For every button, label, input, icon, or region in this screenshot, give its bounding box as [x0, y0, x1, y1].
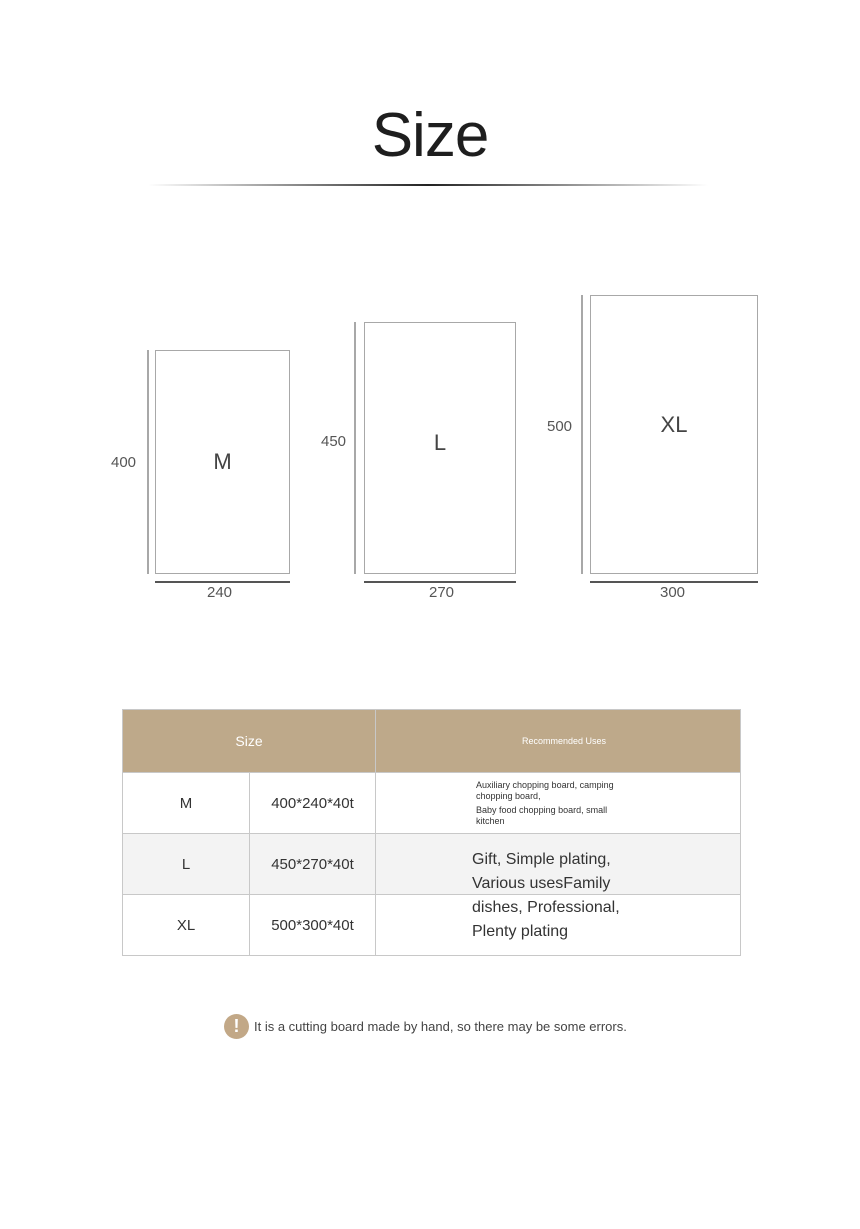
height-line-m [147, 350, 149, 574]
note-text: It is a cutting board made by hand, so there may be some errors. [254, 1018, 627, 1034]
cell-size: L [123, 834, 250, 895]
board-m [155, 350, 290, 574]
size-table [122, 709, 741, 956]
cell-dims: 400*240*40t [250, 773, 376, 834]
board-size-letter: XL [660, 412, 688, 437]
board-size-letter: M [213, 449, 232, 474]
header-size: Size [123, 710, 376, 773]
exclamation-icon: ! [224, 1014, 249, 1039]
header-uses: Recommended Uses [376, 710, 741, 773]
board-l [364, 322, 516, 574]
title-divider [148, 184, 708, 186]
cell-uses [376, 773, 741, 834]
height-line-xl [581, 295, 583, 574]
width-line-l [364, 581, 516, 583]
board-size-letter: L [433, 430, 447, 455]
uses-line: Baby food chopping board, small kitchen [476, 804, 608, 826]
height-line-l [354, 322, 356, 574]
table-row [123, 834, 741, 895]
table-row [123, 895, 741, 956]
height-label-l: 450 [321, 433, 347, 450]
width-line-m [155, 581, 290, 583]
height-label-xl: 500 [547, 418, 573, 435]
cell-dims: 450*270*40t [250, 834, 376, 895]
uses-line: Auxiliary chopping board, camping chopping board, [476, 779, 614, 801]
table-row [123, 773, 741, 834]
board-xl [590, 295, 758, 574]
cell-dims: 500*300*40t [250, 895, 376, 956]
page-title: Size [371, 101, 489, 170]
shared-uses-text: Gift, Simple plating, Various usesFamily dishes, Professional, Plenty plating [472, 851, 620, 940]
height-label-m: 400 [111, 454, 137, 471]
width-label-xl: 300 [660, 584, 686, 601]
cell-size: M [123, 773, 250, 834]
width-label-m: 240 [207, 584, 233, 601]
cell-size: XL [123, 895, 250, 956]
handmade-note [224, 1013, 627, 1039]
width-line-xl [590, 581, 758, 583]
width-label-l: 270 [429, 584, 455, 601]
